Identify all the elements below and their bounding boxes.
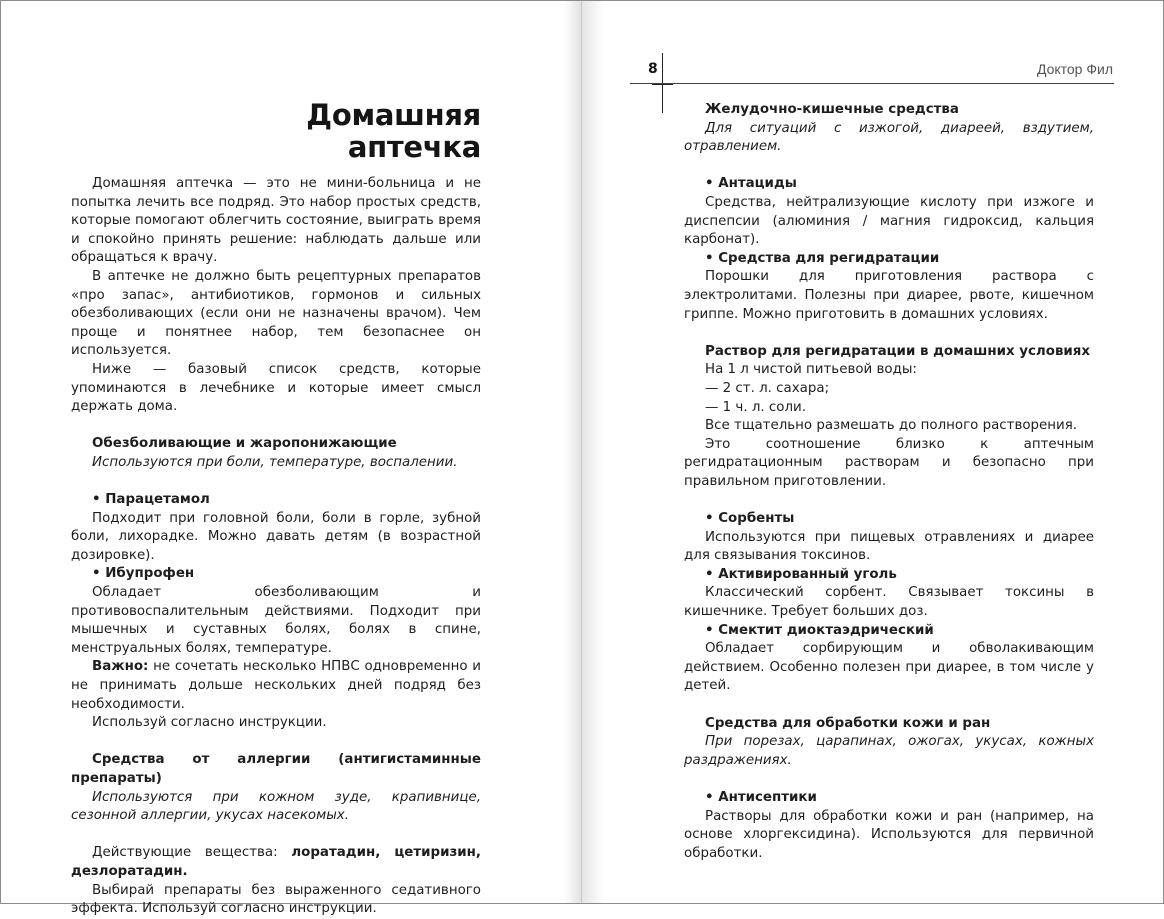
home-solution-line-2: — 2 ст. л. сахара; <box>705 380 830 396</box>
item-title-antacids: • Антациды <box>705 176 797 192</box>
item-title-rehydration: • Средства для регидратации <box>705 250 940 266</box>
chapter-title <box>281 99 481 163</box>
item-title-paracetamol: • Парацетамол <box>92 492 210 508</box>
item-text-antiseptics: Растворы для обработки кожи и ран (например, на основе хлоргексидина). Используются для первичной обработки. <box>684 808 1094 861</box>
section-heading-pain: Обезболивающие и жаропонижающие <box>92 436 397 452</box>
home-solution-line-5: Это соотношение близко к аптечным регидратационным растворам и безопасно при правильном приготовлении. <box>684 436 1094 489</box>
item-text-paracetamol: Подходит при головной боли, боли в горле, зубной боли, лихорадке. Можно давать детям (в возрастной дозировке). <box>71 510 481 563</box>
right-page <box>582 1 1163 903</box>
running-head: Доктор Фил <box>1036 61 1113 77</box>
left-page-body <box>71 175 481 919</box>
section-heading-allergy: Средства от аллергии (антигистаминные препараты) <box>71 752 481 786</box>
active-list: лоратадин, цетиризин, дезлоратадин. <box>71 845 481 879</box>
intro-paragraph-2: В аптечке не должно быть рецептурных препаратов «про запас», антибиотиков, гормонов и сильных обезболивающих (если они не назначены врачом). Чем проще и понятнее набор, тем безопаснее он используется. <box>71 268 481 359</box>
section-heading-gi: Желудочно-кишечные средства <box>705 102 959 117</box>
section-desc-skin: При порезах, царапинах, ожогах, укусах, кожных раздражениях. <box>684 734 1094 768</box>
section-heading-home-solution: Раствор для регидратации в домашних условиях <box>705 343 1091 359</box>
important-text: не сочетать несколько НПВС одновременно и не принимать дольше нескольких дней подряд без необходимости. <box>71 659 481 712</box>
use-by-instruction-1: Используй согласно инструкции. <box>92 715 327 731</box>
home-solution-line-3: — 1 ч. л. соли. <box>705 399 806 415</box>
gutter-shadow <box>582 1 604 903</box>
section-desc-pain: Используются при боли, температуре, воспалении. <box>92 454 458 470</box>
page-number: 8 <box>648 61 658 77</box>
active-substances <box>71 844 481 881</box>
item-title-smectite: • Смектит диоктаэдрический <box>705 622 934 638</box>
section-desc-allergy: Используются при кожном зуде, крапивнице, сезонной аллергии, укусах насекомых. <box>71 789 481 824</box>
home-solution-line-1: На 1 л чистой питьевой воды: <box>705 362 917 378</box>
important-label: Важно: <box>92 659 149 675</box>
home-solution-line-4: Все тщательно размешать до полного растворения. <box>705 418 1078 434</box>
item-title-charcoal: • Активированный уголь <box>705 566 897 582</box>
important-note <box>71 658 481 714</box>
header-rule <box>630 83 1114 84</box>
item-text-smectite: Обладает сорбирующим и обволакивающим действием. Особенно полезен при диарее, в том числе у детей. <box>684 641 1094 694</box>
item-text-charcoal: Классический сорбент. Связывает токсины в кишечнике. Требует больших доз. <box>684 585 1094 620</box>
item-title-ibuprofen: • Ибупрофен <box>92 566 195 582</box>
chapter-title-line1: Домашняя <box>306 98 481 132</box>
section-desc-gi: Для ситуаций с изжогой, диареей, вздутием, отравлением. <box>684 120 1094 155</box>
active-label: Действующие вещества: <box>92 845 292 861</box>
chapter-title-line2: аптечка <box>347 130 481 164</box>
item-text-ibuprofen: Обладает обезболивающим и противовоспалительным действиями. Подходит при мышечных и суставных болях, болях в спине, менструальных болях, температуре. <box>71 585 481 656</box>
intro-paragraph-3: Ниже — базовый список средств, которые упоминаются в лечебнике и которые имеет смысл держать дома. <box>71 361 481 415</box>
section-heading-skin: Средства для обработки кожи и ран <box>705 715 991 731</box>
item-title-antiseptics: • Антисептики <box>705 789 817 805</box>
intro-paragraph-1: Домашняя аптечка — это не мини-больница и не попытка лечить все подряд. Это набор простых средств, которые помогают облегчить состояние, выиграть время и спокойно принять решение: наблюдать дальше или обращаться к врачу. <box>71 176 481 266</box>
item-text-sorbents: Используются при пищевых отравлениях и диарее для связывания токсинов. <box>684 529 1094 564</box>
item-text-antacids: Средства, нейтрализующие кислоту при изжоге и диспепсии (алюминия / магния гидроксид, кальция карбонат). <box>684 194 1094 248</box>
item-text-rehydration: Порошки для приготовления раствора с электролитами. Полезны при диарее, рвоте, кишечном гриппе. Можно приготовить в домашних условиях. <box>684 269 1094 322</box>
item-title-sorbents: • Сорбенты <box>705 511 795 527</box>
allergy-advice: Выбирай препараты без выраженного седативного эффекта. Используй согласно инструкции. <box>71 882 481 917</box>
left-page <box>1 1 582 917</box>
right-page-body <box>684 101 1094 863</box>
gutter-shadow <box>564 1 582 903</box>
